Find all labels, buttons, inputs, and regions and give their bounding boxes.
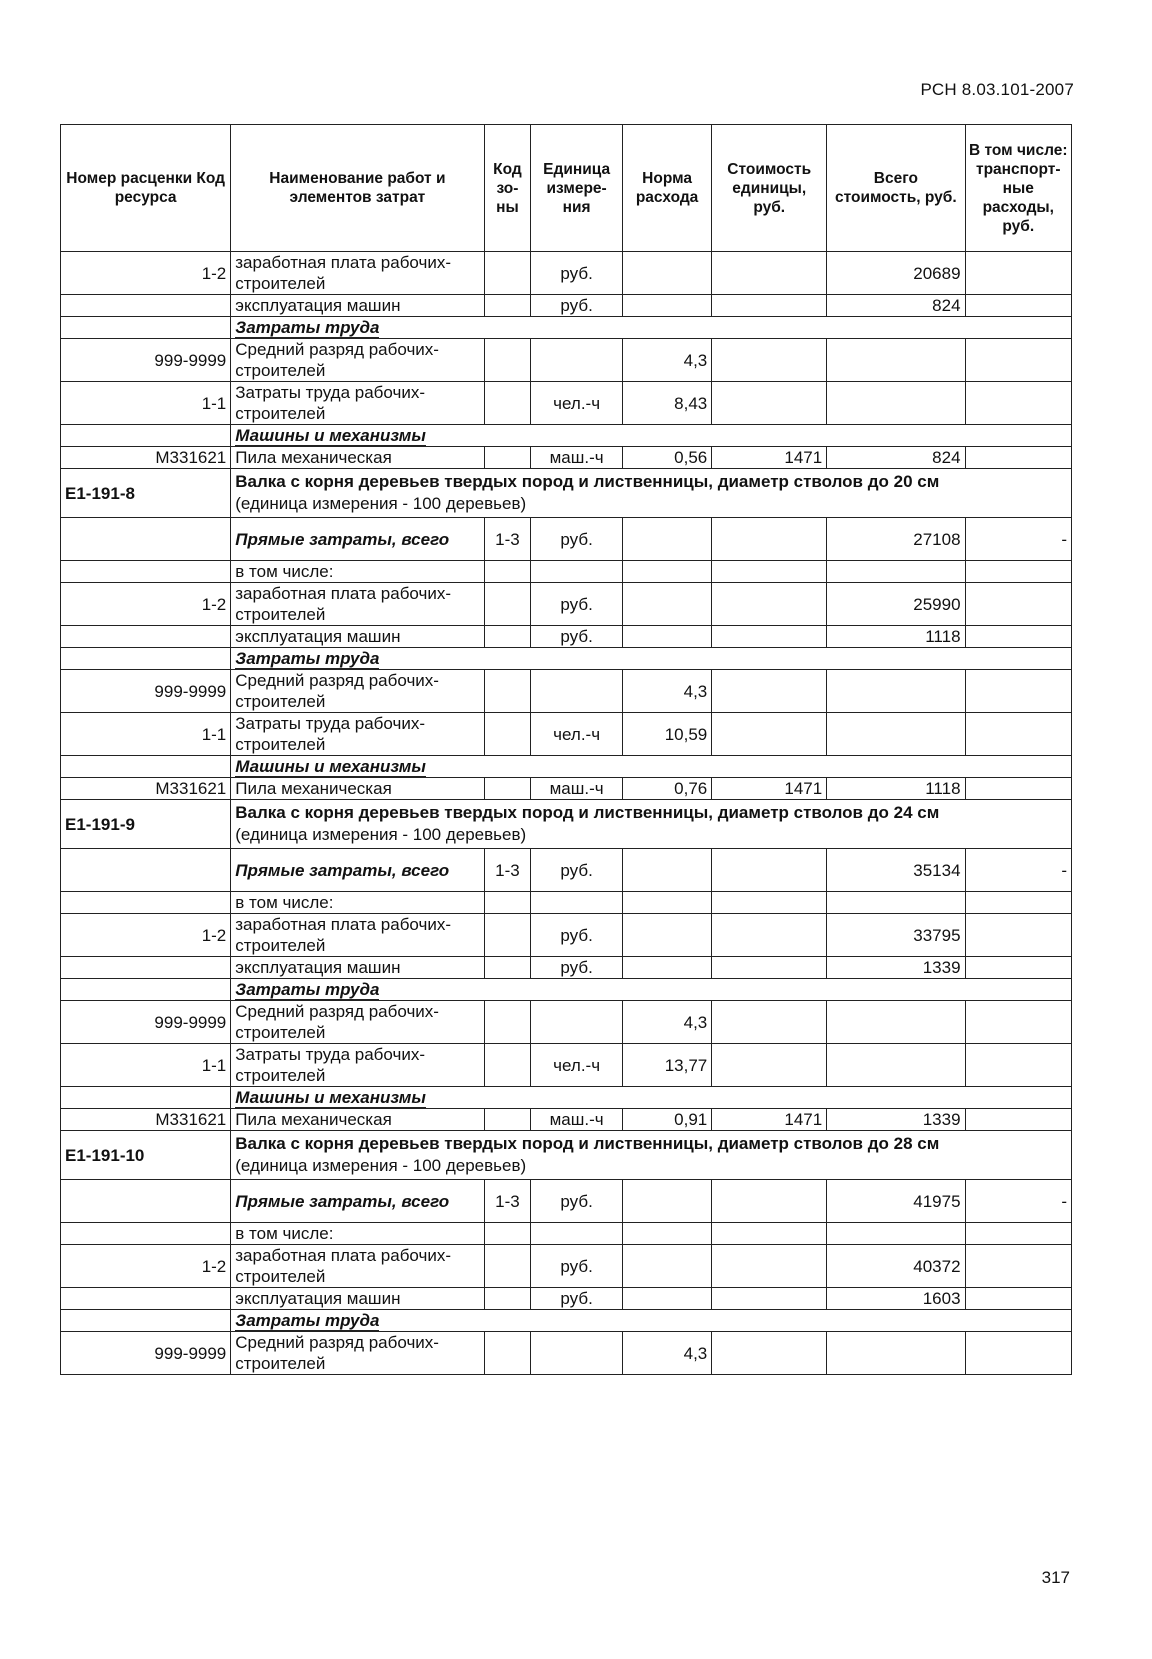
row-zone [484, 1001, 531, 1044]
row-zone [484, 713, 531, 756]
section-title-text: Машины и механизмы [235, 757, 426, 776]
row-code [61, 626, 231, 648]
row-name: в том числе: [231, 892, 484, 914]
row-name: Прямые затраты, всего [231, 518, 484, 561]
row-unit-price [712, 1288, 827, 1310]
row-transport: - [965, 518, 1071, 561]
row-norm [622, 1288, 711, 1310]
row-norm [622, 252, 711, 295]
work-title [231, 1131, 1072, 1180]
row-unit-price [712, 849, 827, 892]
row-unit-price [712, 561, 827, 583]
row-total [827, 561, 965, 583]
row-norm: 4,3 [622, 1001, 711, 1044]
direct-costs-row [61, 1180, 1072, 1223]
row-name: в том числе: [231, 1223, 484, 1245]
table-row [61, 914, 1072, 957]
row-unit: руб. [531, 626, 623, 648]
row-name: Прямые затраты, всего [231, 849, 484, 892]
row-transport: - [965, 1180, 1071, 1223]
section-row [61, 1310, 1072, 1332]
row-unit-price [712, 339, 827, 382]
row-total [827, 339, 965, 382]
row-unit: руб. [531, 252, 623, 295]
row-transport [965, 583, 1071, 626]
row-unit-price [712, 583, 827, 626]
row-norm: 0,56 [622, 447, 711, 469]
row-unit-price [712, 382, 827, 425]
section-title [231, 317, 1072, 339]
row-name: заработная плата рабочих-строителей [231, 1245, 484, 1288]
header-name: Наименование работ и элементов затрат [231, 125, 484, 252]
row-name: эксплуатация машин [231, 626, 484, 648]
work-title-text: Валка с корня деревьев твердых пород и лиственницы, диаметр стволов до 20 см [235, 472, 940, 491]
row-name: эксплуатация машин [231, 957, 484, 979]
table-row [61, 1288, 1072, 1310]
row-code [61, 1288, 231, 1310]
row-unit-price: 1471 [712, 1109, 827, 1131]
row-total [827, 1332, 965, 1375]
row-transport [965, 892, 1071, 914]
row-norm: 10,59 [622, 713, 711, 756]
row-unit-price [712, 1223, 827, 1245]
row-unit-price [712, 1245, 827, 1288]
row-unit-price [712, 1044, 827, 1087]
row-norm [622, 957, 711, 979]
row-norm: 0,76 [622, 778, 711, 800]
section-row [61, 648, 1072, 670]
row-code [61, 518, 231, 561]
row-total: 40372 [827, 1245, 965, 1288]
work-header-row [61, 1131, 1072, 1180]
section-row [61, 756, 1072, 778]
row-code: 1-2 [61, 914, 231, 957]
row-norm: 4,3 [622, 1332, 711, 1375]
row-transport [965, 447, 1071, 469]
row-norm: 4,3 [622, 339, 711, 382]
row-name: Прямые затраты, всего [231, 1180, 484, 1223]
row-transport [965, 1223, 1071, 1245]
row-code [61, 425, 231, 447]
row-code: 999-9999 [61, 670, 231, 713]
row-zone [484, 914, 531, 957]
row-unit [531, 561, 623, 583]
table-row [61, 295, 1072, 317]
row-unit-price [712, 518, 827, 561]
row-unit: руб. [531, 295, 623, 317]
row-name: Пила механическая [231, 778, 484, 800]
row-transport [965, 626, 1071, 648]
row-zone: 1-3 [484, 1180, 531, 1223]
table-row [61, 447, 1072, 469]
row-code: 1-1 [61, 382, 231, 425]
table-row [61, 957, 1072, 979]
row-transport [965, 1044, 1071, 1087]
row-norm [622, 295, 711, 317]
row-transport [965, 1245, 1071, 1288]
row-total: 1118 [827, 778, 965, 800]
row-unit: руб. [531, 1288, 623, 1310]
row-norm [622, 892, 711, 914]
table-row [61, 1044, 1072, 1087]
table-row [61, 1109, 1072, 1131]
row-total [827, 1044, 965, 1087]
table-row [61, 626, 1072, 648]
table-row [61, 778, 1072, 800]
table-row [61, 583, 1072, 626]
section-title [231, 648, 1072, 670]
row-unit: руб. [531, 583, 623, 626]
row-code [61, 979, 231, 1001]
row-name: Затраты труда рабочих-строителей [231, 713, 484, 756]
row-code: 999-9999 [61, 1001, 231, 1044]
row-zone [484, 1332, 531, 1375]
row-zone [484, 1109, 531, 1131]
row-zone [484, 626, 531, 648]
row-zone [484, 957, 531, 979]
row-unit: маш.-ч [531, 447, 623, 469]
direct-costs-row [61, 849, 1072, 892]
row-total [827, 1223, 965, 1245]
row-name: Пила механическая [231, 1109, 484, 1131]
row-zone [484, 778, 531, 800]
work-unit-note: (единица измерения - 100 деревьев) [235, 825, 527, 844]
row-transport [965, 1288, 1071, 1310]
row-zone [484, 1223, 531, 1245]
row-unit: руб. [531, 1180, 623, 1223]
row-norm: 4,3 [622, 670, 711, 713]
row-transport [965, 914, 1071, 957]
row-name: Пила механическая [231, 447, 484, 469]
row-code [61, 892, 231, 914]
row-code [61, 756, 231, 778]
work-header-row [61, 800, 1072, 849]
table-row [61, 1001, 1072, 1044]
row-unit [531, 339, 623, 382]
row-norm [622, 914, 711, 957]
row-transport [965, 713, 1071, 756]
row-unit-price [712, 1001, 827, 1044]
section-title [231, 1087, 1072, 1109]
header-transport: В том числе: транспорт-ные расходы, руб. [965, 125, 1071, 252]
section-title-text: Затраты труда [235, 1311, 380, 1330]
section-title-text: Затраты труда [235, 980, 380, 999]
row-code [61, 1310, 231, 1332]
rate-code: Е1-191-10 [61, 1131, 231, 1180]
row-transport [965, 957, 1071, 979]
row-zone [484, 252, 531, 295]
row-unit-price [712, 892, 827, 914]
row-total: 1339 [827, 1109, 965, 1131]
row-unit-price [712, 1180, 827, 1223]
row-name: Средний разряд рабочих-строителей [231, 1332, 484, 1375]
row-unit-price: 1471 [712, 778, 827, 800]
row-unit: маш.-ч [531, 778, 623, 800]
row-unit-price [712, 957, 827, 979]
row-norm [622, 1245, 711, 1288]
row-name: заработная плата рабочих-строителей [231, 914, 484, 957]
row-total [827, 1001, 965, 1044]
section-row [61, 1087, 1072, 1109]
row-unit [531, 670, 623, 713]
row-zone: 1-3 [484, 518, 531, 561]
row-norm: 13,77 [622, 1044, 711, 1087]
row-unit [531, 1001, 623, 1044]
row-code: 1-1 [61, 1044, 231, 1087]
row-unit [531, 1223, 623, 1245]
table-row [61, 713, 1072, 756]
section-row [61, 425, 1072, 447]
row-total: 1603 [827, 1288, 965, 1310]
row-code [61, 648, 231, 670]
row-unit: чел.-ч [531, 382, 623, 425]
page-number: 317 [1041, 1568, 1070, 1587]
row-unit: руб. [531, 518, 623, 561]
row-norm: 8,43 [622, 382, 711, 425]
section-title [231, 979, 1072, 1001]
row-unit-price [712, 252, 827, 295]
row-transport [965, 252, 1071, 295]
header-total: Всего стоимость, руб. [827, 125, 965, 252]
row-code: М331621 [61, 778, 231, 800]
section-title-text: Затраты труда [235, 318, 380, 337]
row-name: заработная плата рабочих-строителей [231, 583, 484, 626]
row-code: 1-1 [61, 713, 231, 756]
header-unit-price: Стоимость единицы, руб. [712, 125, 827, 252]
row-code [61, 1087, 231, 1109]
row-total [827, 382, 965, 425]
table-row [61, 670, 1072, 713]
row-transport [965, 339, 1071, 382]
row-code: 1-2 [61, 583, 231, 626]
header-norm: Норма расхода [622, 125, 711, 252]
row-unit-price [712, 713, 827, 756]
work-header-row [61, 469, 1072, 518]
row-transport: - [965, 849, 1071, 892]
table-row [61, 561, 1072, 583]
section-title [231, 756, 1072, 778]
table-row [61, 339, 1072, 382]
row-transport [965, 670, 1071, 713]
row-name: Затраты труда рабочих-строителей [231, 382, 484, 425]
row-unit-price: 1471 [712, 447, 827, 469]
row-name: Затраты труда рабочих-строителей [231, 1044, 484, 1087]
row-name: в том числе: [231, 561, 484, 583]
row-zone [484, 339, 531, 382]
price-table [60, 124, 1072, 1375]
row-total: 1118 [827, 626, 965, 648]
row-name: Средний разряд рабочих-строителей [231, 1001, 484, 1044]
table-row [61, 1223, 1072, 1245]
row-unit [531, 1332, 623, 1375]
row-total: 33795 [827, 914, 965, 957]
row-transport [965, 561, 1071, 583]
row-zone [484, 382, 531, 425]
row-unit: маш.-ч [531, 1109, 623, 1131]
row-code [61, 957, 231, 979]
row-unit-price [712, 295, 827, 317]
row-transport [965, 1001, 1071, 1044]
row-norm [622, 849, 711, 892]
row-norm [622, 626, 711, 648]
row-code: 999-9999 [61, 339, 231, 382]
row-code [61, 849, 231, 892]
row-code: 1-2 [61, 1245, 231, 1288]
section-row [61, 979, 1072, 1001]
row-name: Средний разряд рабочих-строителей [231, 670, 484, 713]
row-code [61, 561, 231, 583]
section-title-text: Машины и механизмы [235, 1088, 426, 1107]
row-total: 27108 [827, 518, 965, 561]
row-total: 824 [827, 447, 965, 469]
header-zone: Код зо-ны [484, 125, 531, 252]
row-total: 35134 [827, 849, 965, 892]
row-zone [484, 1245, 531, 1288]
table-body [61, 252, 1072, 1375]
row-norm [622, 518, 711, 561]
rate-code: Е1-191-8 [61, 469, 231, 518]
work-title-text: Валка с корня деревьев твердых пород и лиственницы, диаметр стволов до 24 см [235, 803, 940, 822]
row-total: 824 [827, 295, 965, 317]
row-name: заработная плата рабочих-строителей [231, 252, 484, 295]
section-title [231, 1310, 1072, 1332]
row-norm [622, 561, 711, 583]
row-zone [484, 670, 531, 713]
row-transport [965, 778, 1071, 800]
row-transport [965, 1109, 1071, 1131]
row-total: 25990 [827, 583, 965, 626]
row-transport [965, 382, 1071, 425]
header-code: Номер расценки Код ресурса [61, 125, 231, 252]
row-unit-price [712, 914, 827, 957]
row-unit: руб. [531, 849, 623, 892]
table-row [61, 382, 1072, 425]
row-unit-price [712, 626, 827, 648]
row-norm: 0,91 [622, 1109, 711, 1131]
row-code [61, 1223, 231, 1245]
section-title-text: Затраты труда [235, 649, 380, 668]
row-zone: 1-3 [484, 849, 531, 892]
work-unit-note: (единица измерения - 100 деревьев) [235, 1156, 527, 1175]
row-unit: чел.-ч [531, 1044, 623, 1087]
row-name: эксплуатация машин [231, 1288, 484, 1310]
table-row [61, 892, 1072, 914]
work-unit-note: (единица измерения - 100 деревьев) [235, 494, 527, 513]
row-total [827, 670, 965, 713]
row-total: 1339 [827, 957, 965, 979]
section-row [61, 317, 1072, 339]
row-unit: руб. [531, 957, 623, 979]
row-unit-price [712, 1332, 827, 1375]
document-code: РСН 8.03.101-2007 [920, 80, 1074, 99]
row-zone [484, 561, 531, 583]
row-zone [484, 1044, 531, 1087]
direct-costs-row [61, 518, 1072, 561]
header-unit: Единица измере-ния [531, 125, 623, 252]
row-code [61, 295, 231, 317]
row-zone [484, 295, 531, 317]
row-code: М331621 [61, 1109, 231, 1131]
row-norm [622, 583, 711, 626]
row-unit: руб. [531, 914, 623, 957]
work-title-text: Валка с корня деревьев твердых пород и лиственницы, диаметр стволов до 28 см [235, 1134, 940, 1153]
row-code [61, 1180, 231, 1223]
row-transport [965, 1332, 1071, 1375]
work-title [231, 800, 1072, 849]
work-title [231, 469, 1072, 518]
row-unit: чел.-ч [531, 713, 623, 756]
row-name: эксплуатация машин [231, 295, 484, 317]
row-unit: руб. [531, 1245, 623, 1288]
row-total: 41975 [827, 1180, 965, 1223]
row-code [61, 317, 231, 339]
row-total [827, 713, 965, 756]
row-zone [484, 892, 531, 914]
row-unit [531, 892, 623, 914]
row-total [827, 892, 965, 914]
section-title-text: Машины и механизмы [235, 426, 426, 445]
table-row [61, 1332, 1072, 1375]
row-norm [622, 1223, 711, 1245]
row-code: 1-2 [61, 252, 231, 295]
table-header-row [61, 125, 1072, 252]
row-zone [484, 447, 531, 469]
row-zone [484, 1288, 531, 1310]
row-unit-price [712, 670, 827, 713]
rate-code: Е1-191-9 [61, 800, 231, 849]
row-transport [965, 295, 1071, 317]
row-code: М331621 [61, 447, 231, 469]
row-name: Средний разряд рабочих-строителей [231, 339, 484, 382]
row-code: 999-9999 [61, 1332, 231, 1375]
table-row [61, 1245, 1072, 1288]
row-norm [622, 1180, 711, 1223]
row-zone [484, 583, 531, 626]
row-total: 20689 [827, 252, 965, 295]
section-title [231, 425, 1072, 447]
table-row [61, 252, 1072, 295]
